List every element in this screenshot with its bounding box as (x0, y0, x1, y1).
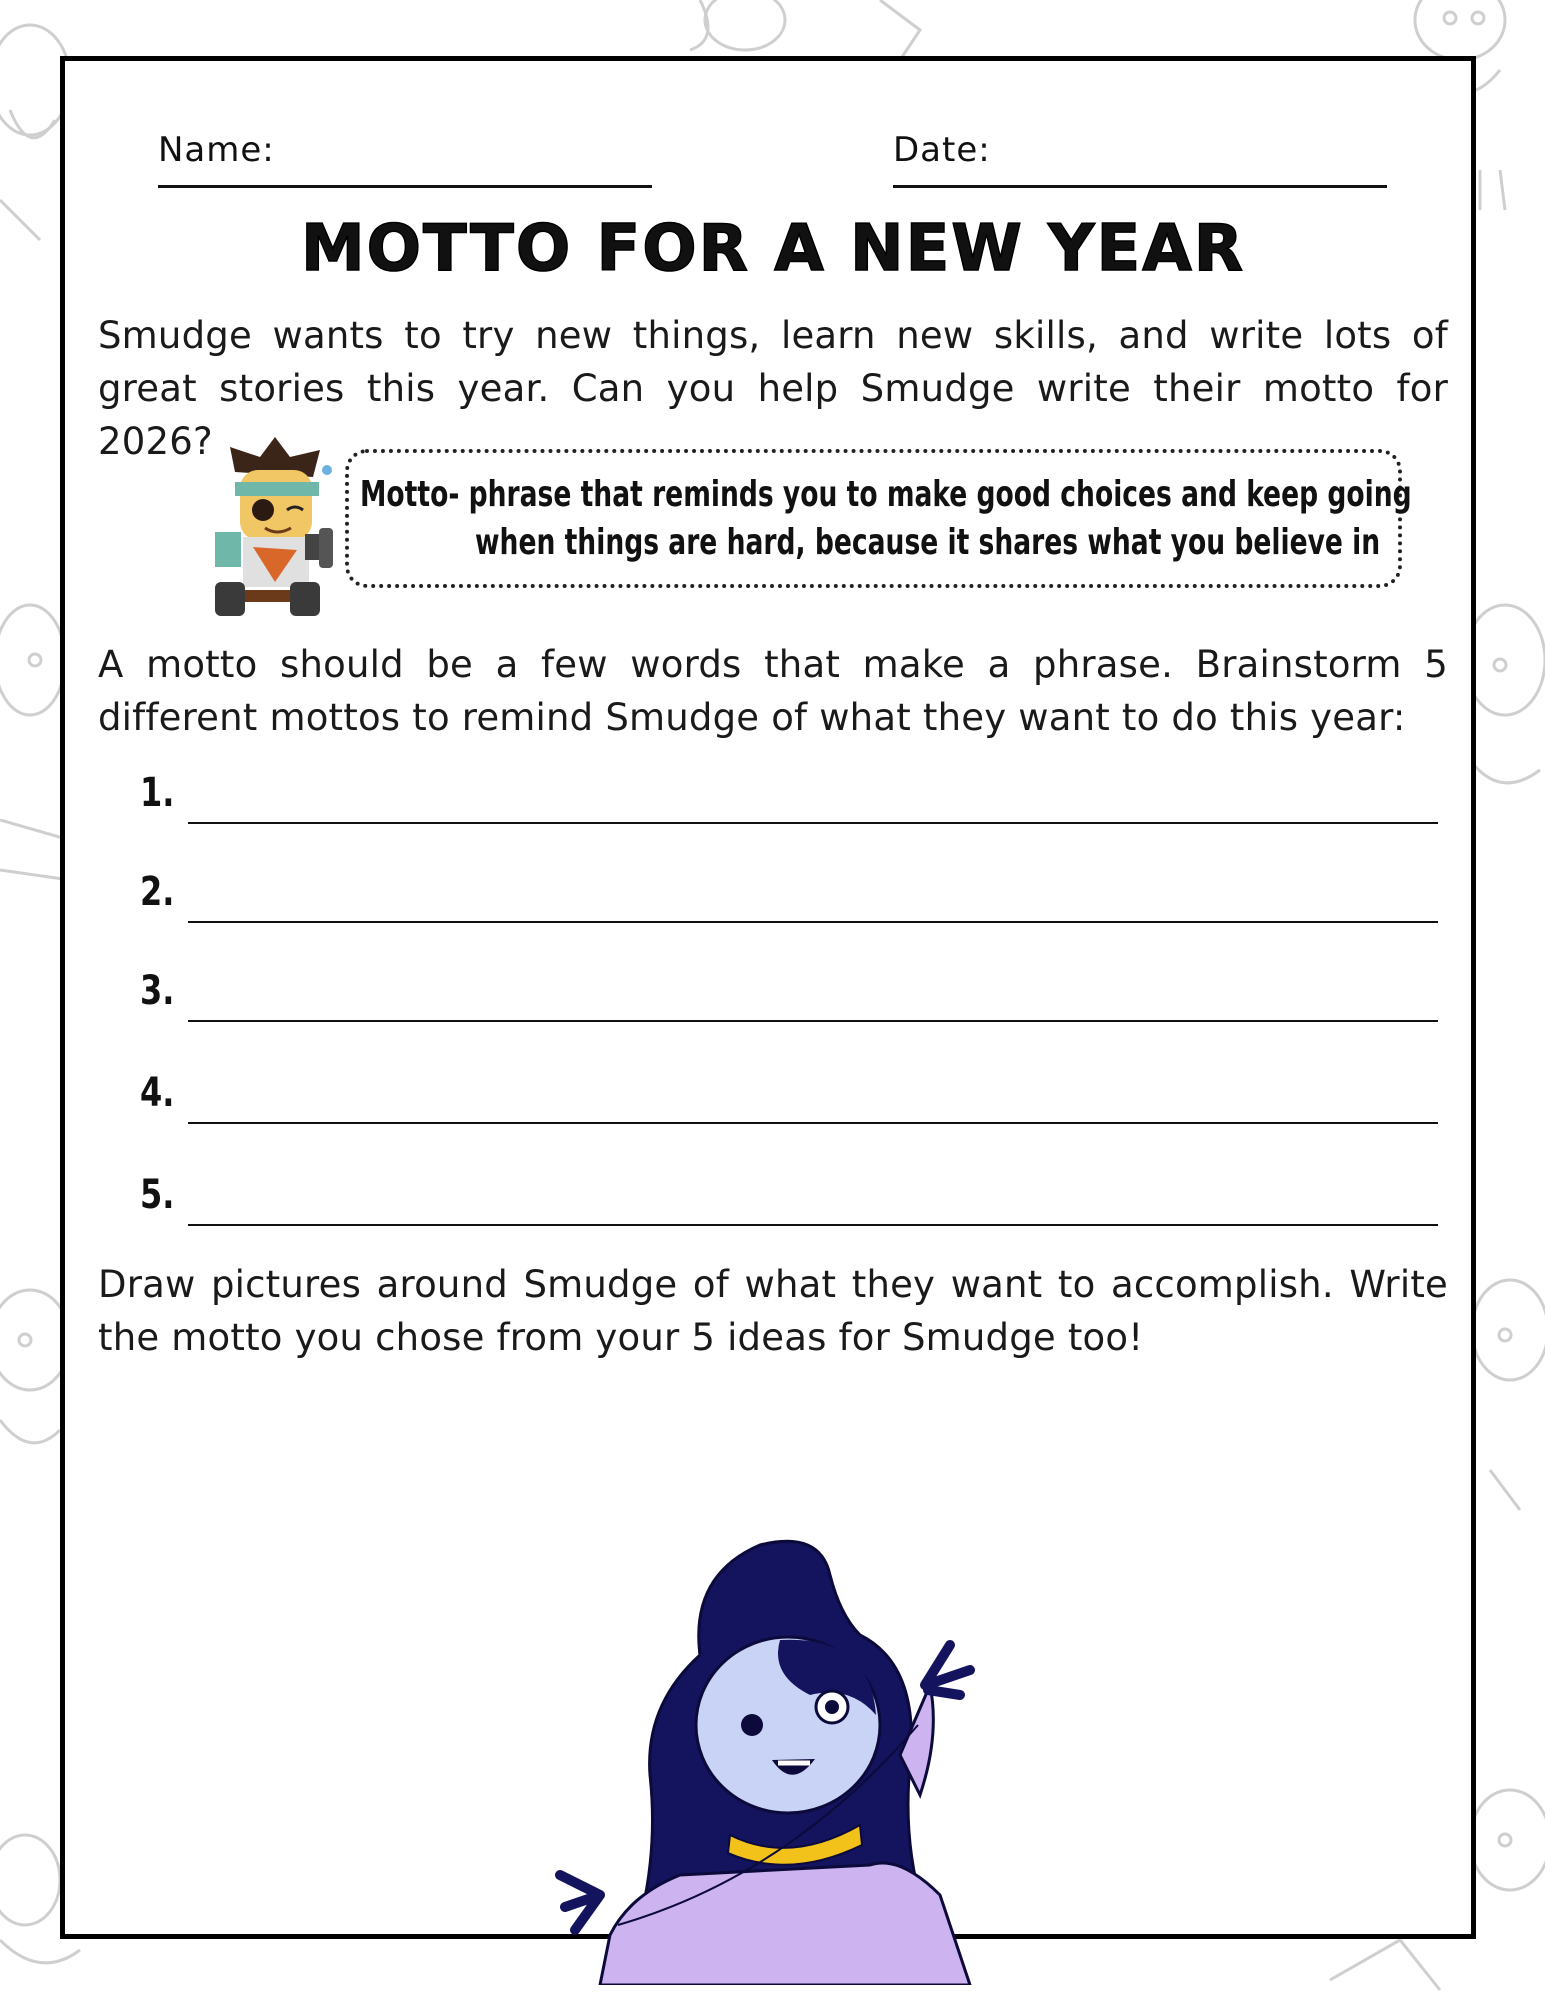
smudge-character-illustration (540, 1535, 1030, 1985)
pirate-character-illustration (205, 432, 345, 622)
page-title: MOTTO FOR A NEW YEAR (300, 212, 1246, 286)
date-field[interactable] (893, 128, 1387, 188)
answer-line[interactable] (188, 921, 1438, 923)
item-number: 5. (140, 1172, 175, 1218)
answer-line[interactable] (188, 1224, 1438, 1226)
motto-item-2[interactable] (140, 863, 1440, 923)
motto-item-1[interactable] (140, 764, 1440, 824)
date-label: Date: (893, 130, 991, 170)
motto-item-5[interactable] (140, 1166, 1440, 1226)
definition-line-1: Motto- phrase that reminds you to make good choices and keep going (360, 474, 1412, 515)
name-field[interactable] (158, 128, 652, 188)
motto-item-4[interactable] (140, 1064, 1440, 1124)
intro-text: Smudge wants to try new things, learn new skills, and write lots of great stories this year. Can you help Smudge write their motto for 2026? (98, 314, 1448, 463)
item-number: 4. (140, 1070, 175, 1116)
definition-box (345, 449, 1402, 588)
motto-item-3[interactable] (140, 962, 1440, 1022)
item-number: 3. (140, 968, 175, 1014)
drawing-prompt-text: Draw pictures around Smudge of what they want to accomplish. Write the motto you chose from your 5 ideas for Smudge too! (98, 1263, 1448, 1359)
date-underline (893, 185, 1387, 188)
name-label: Name: (158, 130, 275, 170)
instructions-text: A motto should be a few words that make a phrase. Brainstorm 5 different mottos to remind Smudge of what they want to do this year: (98, 643, 1448, 739)
item-number: 1. (140, 770, 175, 816)
definition-line-2: when things are hard, because it shares what you believe in (475, 522, 1381, 563)
answer-line[interactable] (188, 1122, 1438, 1124)
item-number: 2. (140, 869, 175, 915)
name-underline (158, 185, 652, 188)
answer-line[interactable] (188, 1020, 1438, 1022)
answer-line[interactable] (188, 822, 1438, 824)
